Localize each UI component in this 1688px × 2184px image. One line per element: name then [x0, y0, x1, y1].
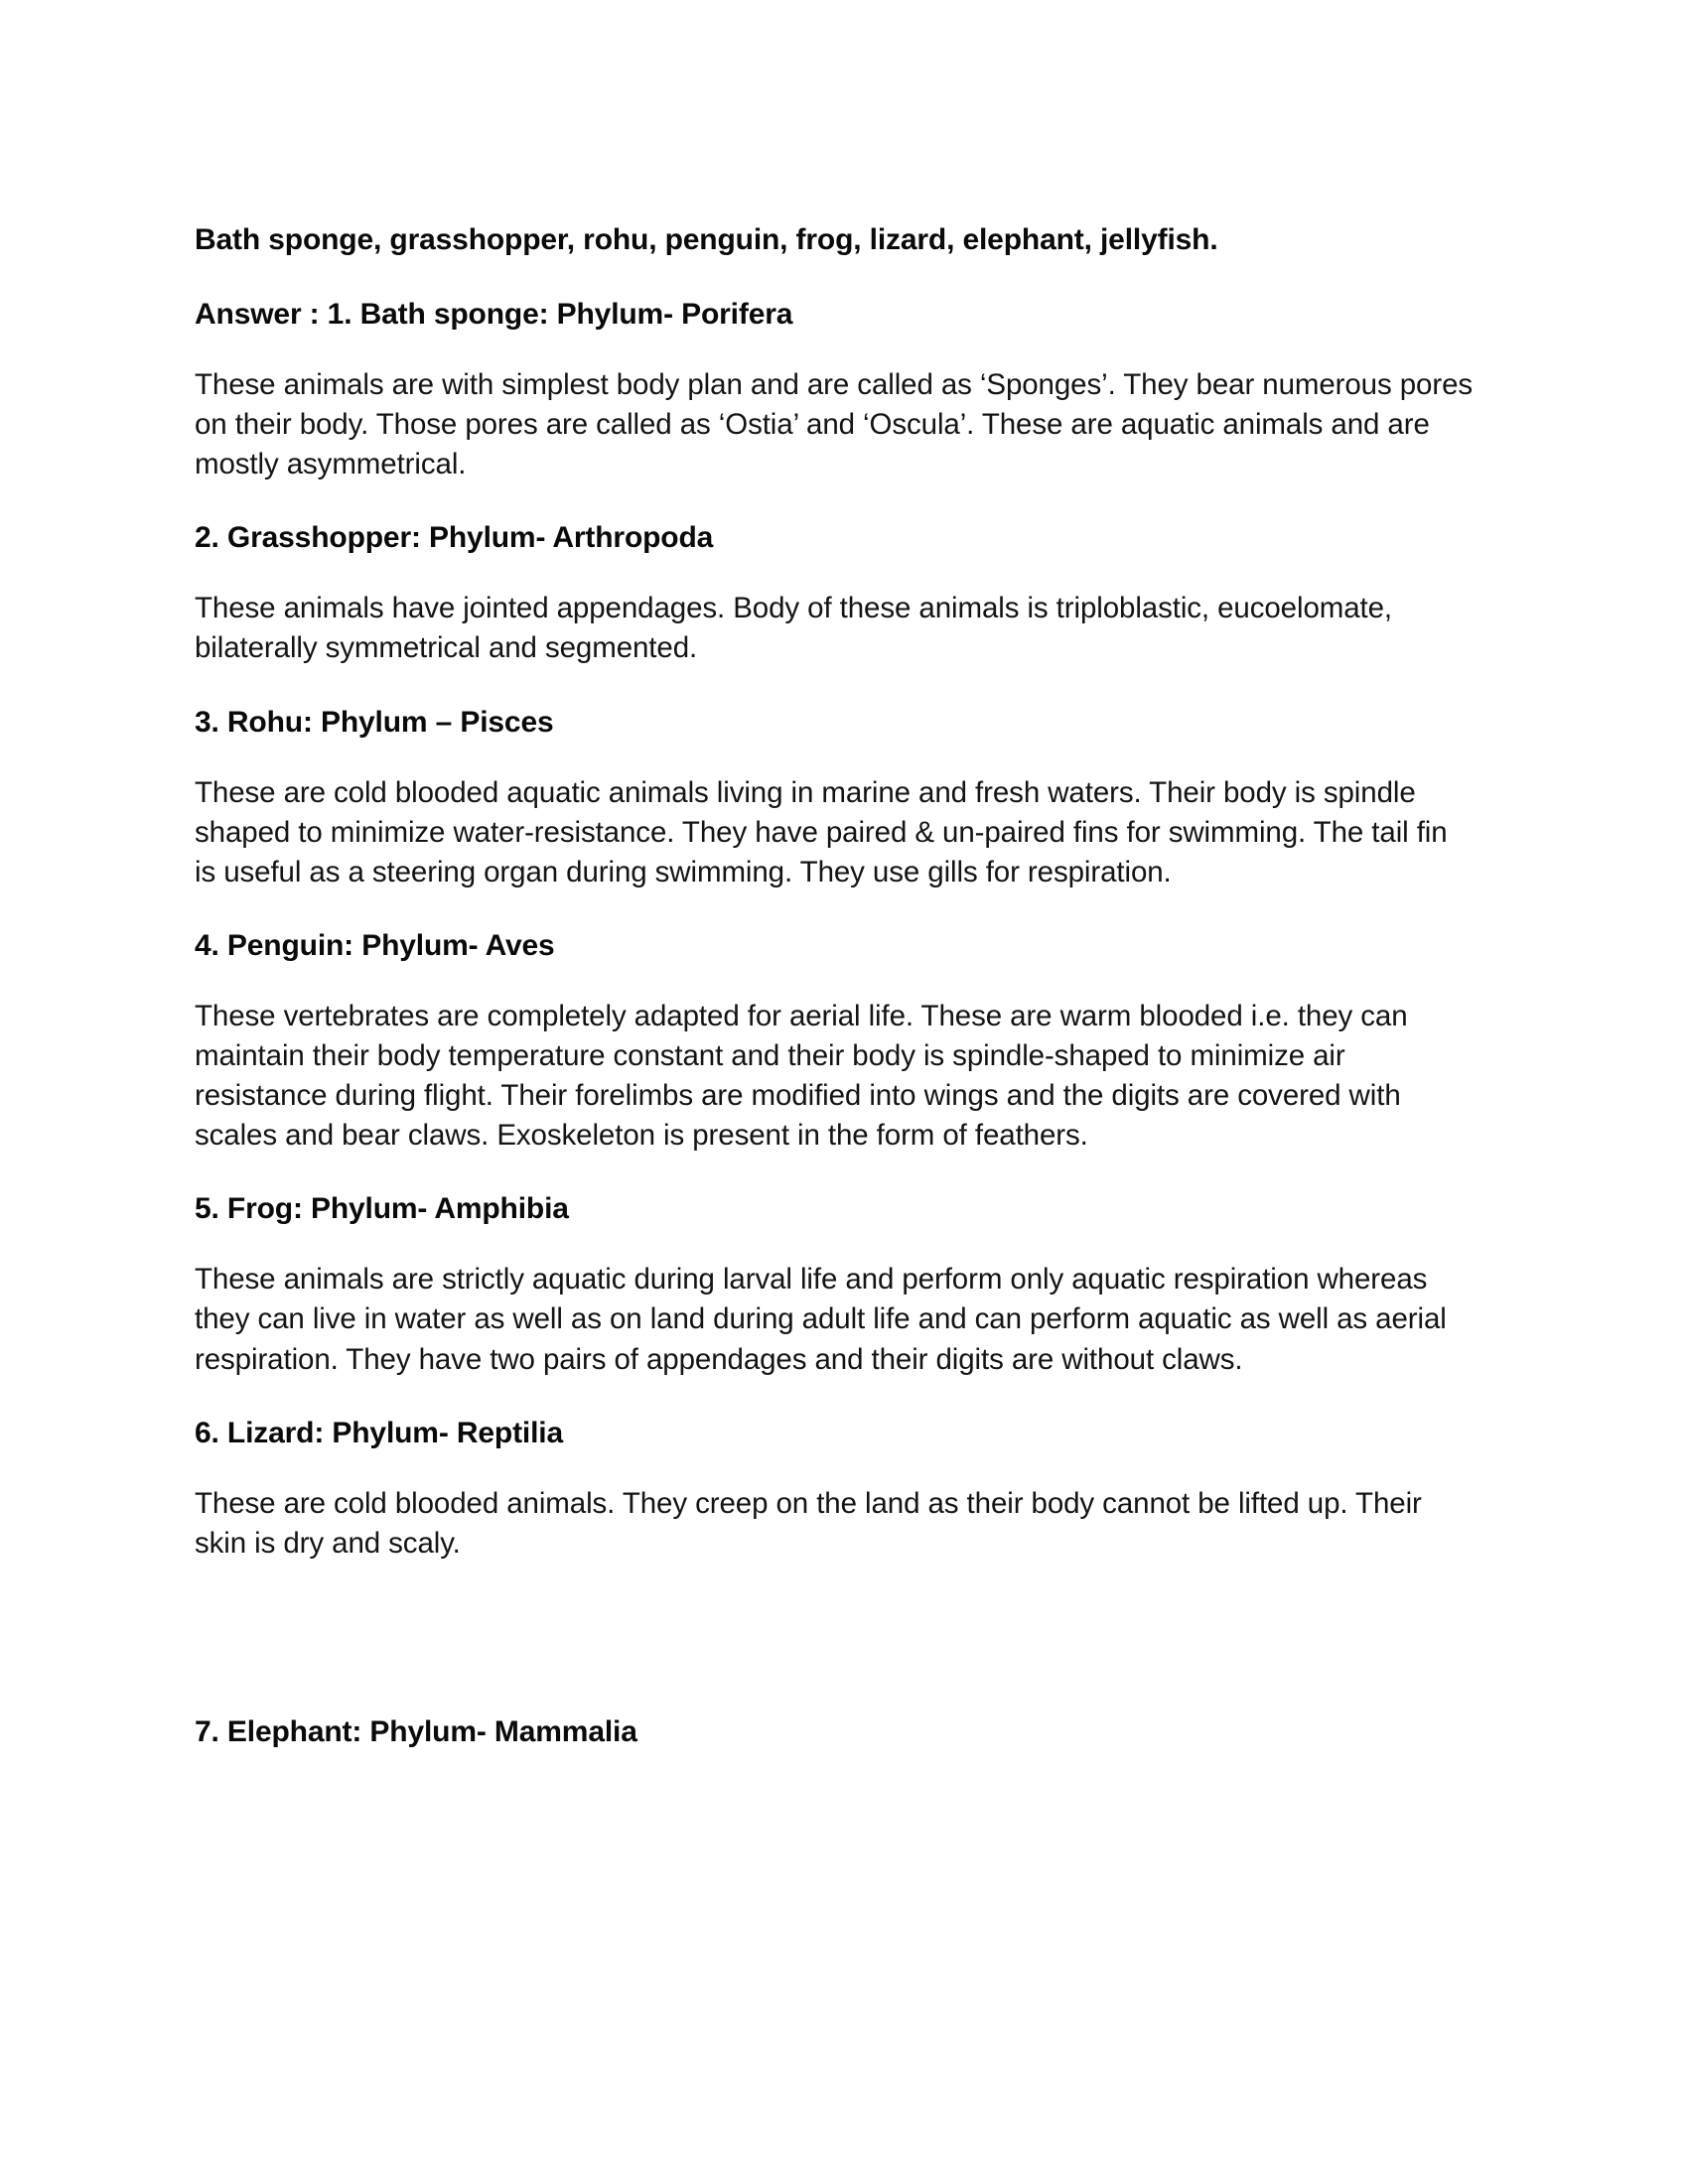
section-heading-1: Answer : 1. Bath sponge: Phylum- Porifera: [195, 298, 793, 331]
spacer: [195, 557, 1476, 589]
section-paragraph-1: These animals are with simplest body plan and are called as ‘Sponges’. They bear numerous pores on their body. Those pores are called as ‘Ostia’ and ‘Oscula’. These are aquatic animals and are mostly asymmetrical.: [195, 368, 1481, 481]
section-heading-7: 7. Elephant: Phylum- Mammalia: [195, 1714, 637, 1748]
section-heading-6: 6. Lizard: Phylum- Reptilia: [195, 1416, 564, 1449]
spacer: [195, 1380, 1476, 1414]
spacer: [195, 892, 1476, 926]
section-heading-3: 3. Rohu: Phylum – Pisces: [195, 705, 554, 739]
document-title-line: Bath sponge, grasshopper, rohu, penguin, frog, lizard, elephant, jellyfish.: [195, 223, 1218, 256]
section-paragraph-6: These are cold blooded animals. They creep on the land as their body cannot be lifted up. Their skin is dry and scaly.: [195, 1486, 1430, 1560]
spacer: [195, 1156, 1476, 1189]
section-paragraph-3: These are cold blooded aquatic animals living in marine and fresh waters. Their body is spindle shaped to minimize water-resistance. They have paired & un-paired fins for swimming. The tail fin is useful as a steering organ during swimming. They use gills for respiration.: [195, 775, 1456, 888]
section-paragraph-5: These animals are strictly aquatic during larval life and perform only aquatic respiration whereas they can live in water as well as on land during adult life and can perform aquatic as well as aerial respiration. They have two pairs of appendages and their digits are without claws.: [195, 1263, 1455, 1376]
section-paragraph-2: These animals have jointed appendages. Body of these animals is triploblastic, eucoelomate, bilaterally symmetrical and segmented.: [195, 592, 1401, 665]
spacer: [195, 259, 1476, 295]
document-body: [195, 220, 1481, 1751]
section-heading-4: 4. Penguin: Phylum- Aves: [195, 928, 555, 962]
spacer: [195, 1452, 1476, 1484]
spacer: [195, 965, 1476, 997]
spacer: [195, 1228, 1476, 1260]
page-break-spacer: [195, 1564, 1476, 1712]
section-paragraph-4: These vertebrates are completely adapted for aerial life. These are warm blooded i.e. they can maintain their body temperature constant and their body is spindle-shaped to minimize air resistance during flight. Their forelimbs are modified into wings and the digits are covered with scales and bear claws. Exoskeleton is present in the form of feathers.: [195, 999, 1416, 1153]
spacer: [195, 742, 1476, 773]
section-heading-2: 2. Grasshopper: Phylum- Arthropoda: [195, 521, 714, 555]
spacer: [195, 484, 1476, 518]
spacer: [195, 334, 1476, 365]
section-heading-5: 5. Frog: Phylum- Amphibia: [195, 1192, 569, 1226]
spacer: [195, 669, 1476, 703]
